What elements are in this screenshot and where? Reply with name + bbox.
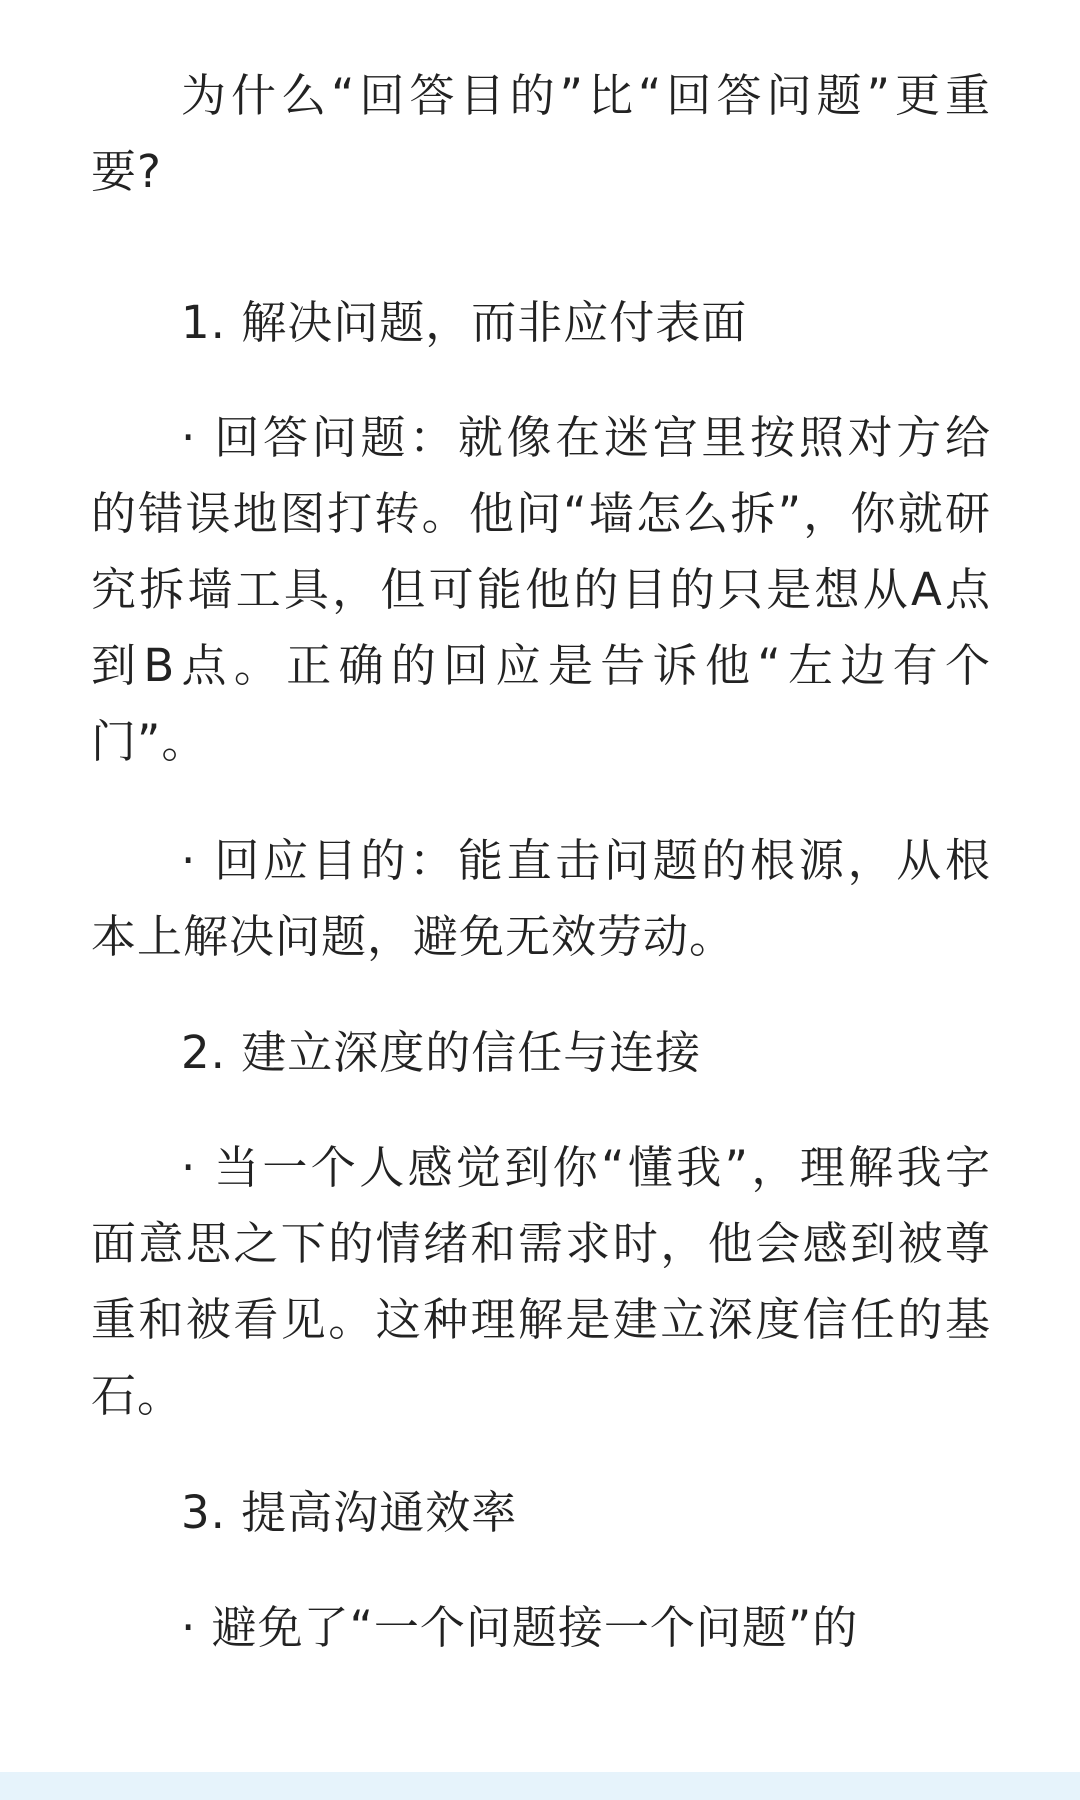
section-heading-3: 3. 提高沟通效率 <box>181 1486 518 1539</box>
bottom-tint-bar <box>0 1772 1080 1800</box>
bullet-respond-purpose: · 回应目的：能直击问题的根源，从根本上解决问题，避免无效劳动。 <box>91 834 991 963</box>
bullet-understanding-trust: · 当一个人感觉到你“懂我”，理解我字面意思之下的情绪和需求时，他会感到被尊重和被看见。这种理解是建立深度信任的基石。 <box>91 1141 991 1422</box>
section-heading-1: 1. 解决问题，而非应付表面 <box>181 296 748 349</box>
section-heading-2: 2. 建立深度的信任与连接 <box>181 1026 702 1079</box>
bullet-answer-question: · 回答问题：就像在迷宫里按照对方给的错误地图打转。他问“墙怎么拆”，你就研究拆墙工具，但可能他的目的只是想从A点到B点。正确的回应是告诉他“左边有个门”。 <box>91 411 991 768</box>
article-question-heading: 为什么“回答目的”比“回答问题”更重要? <box>91 69 991 198</box>
bullet-efficiency: · 避免了“一个问题接一个问题”的 <box>181 1601 859 1654</box>
